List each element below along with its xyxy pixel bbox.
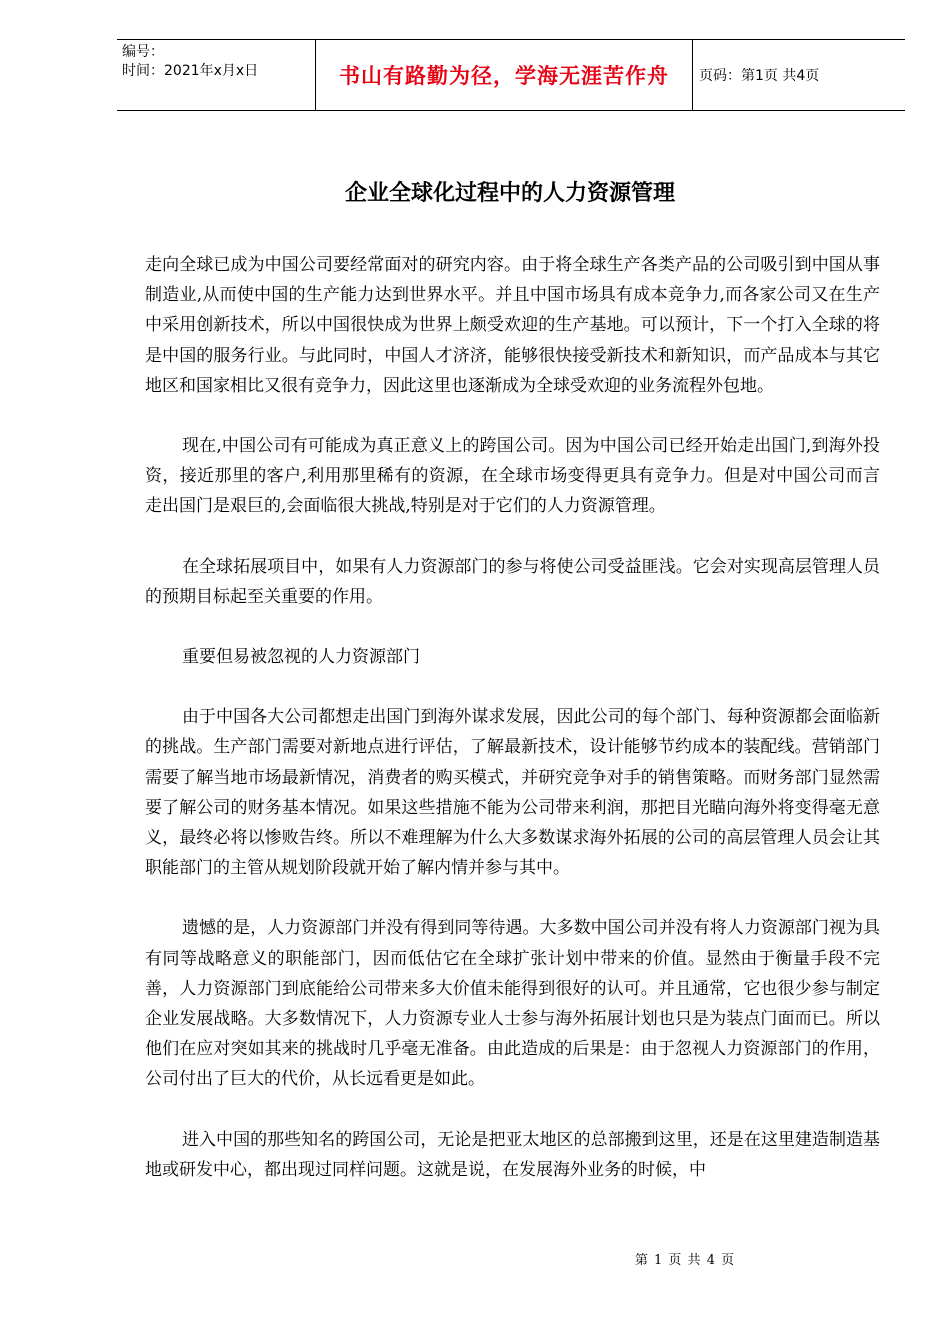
paragraph-4: 由于中国各大公司都想走出国门到海外谋求发展，因此公司的每个部门、每种资源都会面临新的挑战。生产部门需要对新地点进行评估，了解最新技术，设计能够节约成本的装配线。营销部门需要了解当地市场最新情况，消费者的购买模式，并研究竞争对手的销售策略。而财务部门显然需要了解公司的财务基本情况。如果这些措施不能为公司带来利润，那把目光瞄向海外将变得毫无意义，最终必将以惨败告终。所以不难理解为什么大多数谋求海外拓展的公司的高层管理人员会让其职能部门的主管从规划阶段就开始了解内情并参与其中。 — [145, 707, 880, 879]
paragraph-6: 进入中国的那些知名的跨国公司，无论是把亚太地区的总部搬到这里，还是在这里建造制造基地或研发中心，都出现过同样问题。这就是说，在发展海外业务的时候，中 — [145, 1129, 880, 1180]
document-title: 企业全球化过程中的人力资源管理 — [344, 181, 675, 206]
paragraph-5: 遗憾的是，人力资源部门并没有得到同等待遇。大多数中国公司并没有将人力资源部门视为具有同等战略意义的职能部门，因而低估它在全球扩张计划中带来的价值。显然由于衡量手段不完善，人力资源部门到底能给公司带来多大价值未能得到很好的认可。并且通常，它也很少参与制定企业发展战略。大多数情况下，人力资源专业人士参与海外拓展计划也只是为装点门面而已。所以他们在应对突如其来的挑战时几乎毫无准备。由此造成的后果是：由于忽视人力资源部门的作用，公司付出了巨大的代价，从长远看更是如此。 — [145, 918, 880, 1090]
header-motto: 书山有路勤为径，学海无涯苦作舟 — [316, 40, 693, 110]
number-label: 编号： — [122, 44, 164, 60]
time-label: 时间：2021年x月x日 — [122, 63, 259, 79]
page-header — [117, 39, 905, 111]
paragraph-1: 走向全球已成为中国公司要经常面对的研究内容。由于将全球生产各类产品的公司吸引到中国从事制造业,从而使中国的生产能力达到世界水平。并且中国市场具有成本竞争力,而各家公司又在生产中采用创新技术，所以中国很快成为世界上颇受欢迎的生产基地。可以预计，下一个打入全球的将是中国的服务行业。与此同时，中国人才济济，能够很快接受新技术和新知识，而产品成本与其它地区和国家相比又很有竞争力，因此这里也逐渐成为全球受欢迎的业务流程外包地。 — [145, 255, 880, 396]
paragraph-2: 现在,中国公司有可能成为真正意义上的跨国公司。因为中国公司已经开始走出国门,到海外投资，接近那里的客户,利用那里稀有的资源，在全球市场变得更具有竞争力。但是对中国公司而言走出国门是艰巨的,会面临很大挑战,特别是对于它们的人力资源管理。 — [145, 436, 880, 517]
header-meta — [117, 40, 316, 110]
paragraph-3: 在全球拓展项目中，如果有人力资源部门的参与将使公司受益匪浅。它会对实现高层管理人员的预期目标起至关重要的作用。 — [145, 556, 880, 607]
page-footer: 第 1 页 共 4 页 — [634, 1253, 736, 1268]
section-heading: 重要但易被忽视的人力资源部门 — [182, 647, 420, 668]
document-body — [145, 250, 880, 1215]
header-page-info: 页码：第1页 共4页 — [699, 68, 820, 84]
